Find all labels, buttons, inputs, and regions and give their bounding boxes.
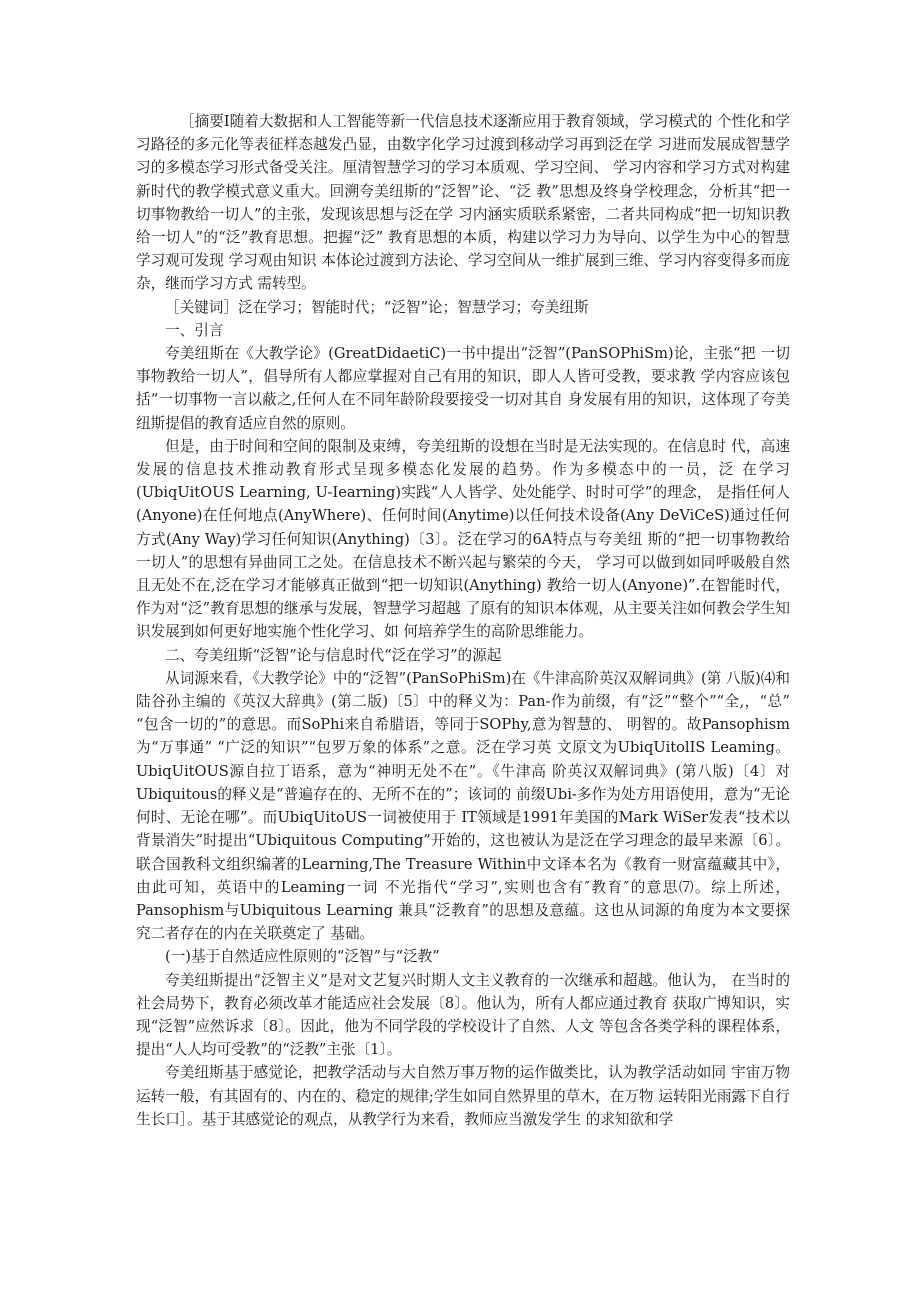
- abstract-paragraph: ［摘要I随着大数据和人工智能等新一代信息技术逐渐应用于教育领域，学习模式的 个性化和学习路径的多元化等表征样态越发凸显，由数字化学习过渡到移动学习再到泛在学 习进而发展成智慧学习的多模态学习形式备受关注。厘清智慧学习的学习本质观、学习空间、 学习内容和学习方式对构建新时代的教学模式意义重大。回溯夸美纽斯的“泛智”论、“泛 教”思想及终身学校理念，分析其“把一切事物教给一切人”的主张，发现该思想与泛在学 习内涵实质联系紧密，二者共同构成“把一切知识教给一切人”的“泛”教育思想。把握“泛” 教育思想的本质，构建以学习力为导向、以学生为中心的智慧学习观可发现 学习观由知识 本体论过渡到方法论、学习空间从一维扩展到三维、学习内容变得多而庞杂，继而学习方式 需转型。: [136, 113, 790, 293]
- body-paragraph: 从词源来看，《大教学论》中的“泛智”(PanSoPhiSm)在《牛津高阶英汉双解词典》(第 八版)⑷和陆谷孙主编的《英汉大辞典》(第二版)〔5〕中的释义为：Pan-作为前缀，有“泛”“整个”“全,，“总” “包含一切的”的意思。而SoPhi来自希腊语，等同于SOPhy,意为智慧的、 明智的。故Pansophism为“万事通” “广泛的知识”“包罗万象的体系”之意。泛在学习英 文原文为UbiqUitolIS Leaming。UbiqUitOUS源自拉丁语系，意为“神明无处不在”。《牛津高 阶英汉双解词典》(第八版)〔4〕对Ubiquitous的释义是“普遍存在的、无所不在的”；该词的 前缀Ubi-多作为处方用语使用，意为“无论何时、无论在哪”。而UbiqUitoUS一词被使用于 IT领域是1991年美国的Mark WiSer发表“技术以背景消失”时提出“Ubiquitous Computing”开始的，这也被认为是泛在学习理念的最早来源〔6〕。联合国教科文组织编著的Learning,The Treasure Within中文译本名为《教育一财富蕴藏其中》，由此可知，英语中的Leaming一词 不光指代“学习”,实则也含有″教育″的意思⑺。综上所述，Pansophism与Ubiquitous Learning 兼具“泛教育”的思想及意蕴。这也从词源的角度为本文要探究二者存在的内在关联奠定了 基础。: [136, 669, 790, 943]
- body-paragraph: 夸美纽斯在《大教学论》(GreatDidaetiC)一书中提出“泛智”(PanSOPhiSm)论，主张“把 一切事物教给一切人”，倡导所有人都应掌握对自己有用的知识，即人人皆可受教，要求教 学内容应该包括“一切事物一言以蔽之,任何人在不同年龄阶段要接受一切对其自 身发展有用的知识，这体现了夸美纽斯提倡的教育适应自然的原则。: [136, 345, 790, 432]
- subsection-heading-natural-adaptation: (一)基于自然适应性原则的“泛智”与“泛教”: [165, 948, 440, 966]
- body-paragraph: 但是，由于时间和空间的限制及束缚，夸美纽斯的设想在当时是无法实现的。在信息时 代，高速发展的信息技术推动教育形式呈现多模态化发展的趋势。作为多模态中的一员，泛 在学习(UbiqUitOUS Learning, U-Iearning)实践“人人皆学、处处能学、时时可学”的理念， 是指任何人(Anyone)在任何地点(AnyWhere)、任何时间(Anytime)以任何技术设备(Any DeViCeS)通过任何方式(Any Way)学习任何知识(Anything)〔3〕。泛在学习的6A特点与夸美纽 斯的“把一切事物教给一切人”的思想有异曲同工之处。在信息技术不断兴起与繁荣的今天， 学习可以做到如同呼吸般自然且无处不在,泛在学习才能够真正做到“把一切知识(Anything) 教给一切人(Anyone)”.在智能时代，作为对“泛”教育思想的继承与发展，智慧学习超越 了原有的知识本体观，从主要关注如何教会学生知识发展到如何更好地实施个性化学习、如 何培养学生的高阶思维能力。: [136, 437, 790, 641]
- keywords-paragraph: ［关键词］泛在学习；智能时代；“泛智”论；智慧学习；夸美纽斯: [165, 298, 589, 316]
- body-paragraph: 夸美纽斯提出“泛智主义”是对文艺复兴时期人文主义教育的一次继承和超越。他认为， 在当时的社会局势下，教育必须改革才能适应社会发展〔8〕。他认为，所有人都应通过教育 获取广博知识，实现“泛智”应然诉求〔8〕。因此，他为不同学段的学校设计了自然、人文 等包含各类学科的课程体系，提出“人人均可受教”的“泛教”主张〔1〕。: [136, 971, 790, 1059]
- body-paragraph: 夸美纽斯基于感觉论，把教学活动与大自然万事万物的运作做类比，认为教学活动如同 宇宙万物运转一般，有其固有的、内在的、稳定的规律;学生如同自然界里的草木，在万物 运转阳光雨露下自行生长口］。基于其感觉论的观点，从教学行为来看，教师应当激发学生 的求知欲和学: [136, 1064, 790, 1128]
- section-heading-introduction: 一、引言: [165, 321, 224, 339]
- article-body: [136, 110, 790, 1131]
- section-heading-origins: 二、夸美纽斯“泛智”论与信息时代“泛在学习”的源起: [165, 646, 502, 664]
